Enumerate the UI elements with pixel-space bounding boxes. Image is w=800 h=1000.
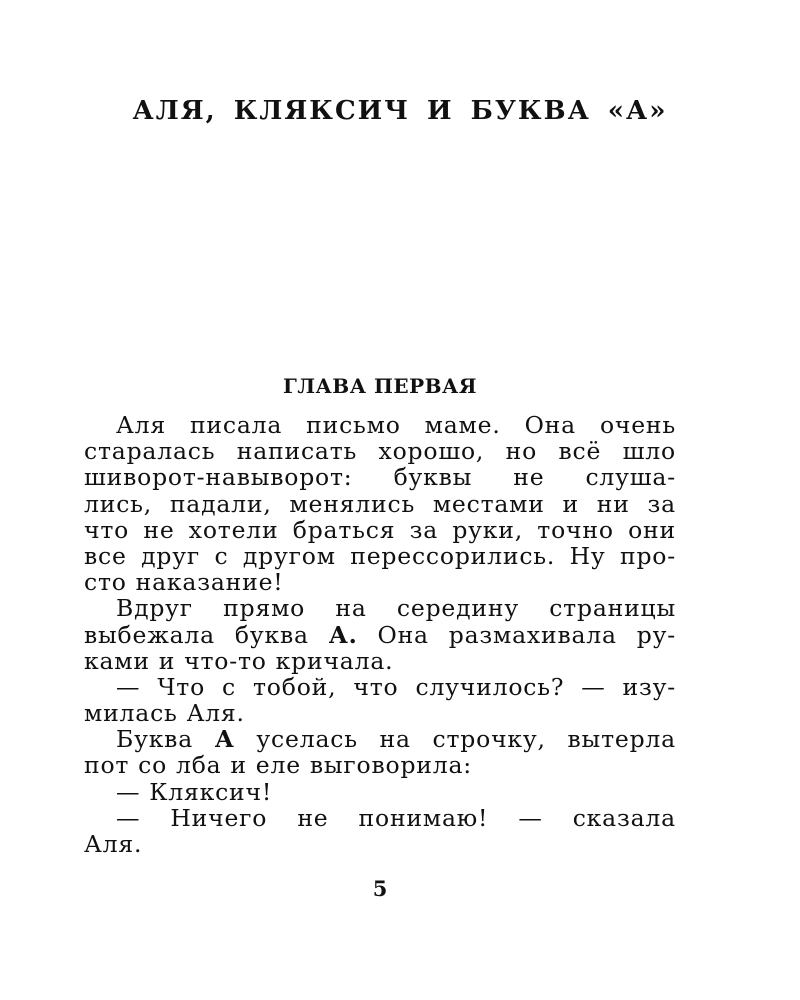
word: еле — [255, 751, 301, 780]
word: не — [297, 803, 329, 832]
word: лись, — [84, 489, 153, 518]
word: Аля — [116, 411, 166, 439]
word: Она — [377, 620, 429, 649]
word: но — [505, 437, 538, 466]
word: — — [518, 803, 543, 832]
text-line — [84, 595, 676, 621]
word: сказала — [572, 803, 676, 832]
text-line — [84, 674, 676, 700]
word: — — [116, 777, 141, 806]
word: с — [214, 541, 229, 570]
word: и — [230, 751, 247, 780]
word: за — [647, 489, 676, 518]
word: не — [513, 463, 545, 492]
word: друг — [141, 541, 201, 570]
word: буква — [234, 620, 309, 649]
word: — — [116, 803, 141, 832]
word: пот — [84, 751, 130, 780]
word: браться — [292, 515, 396, 544]
word: хорошо, — [378, 437, 485, 466]
text-line — [84, 726, 676, 752]
word: маме. — [424, 411, 501, 439]
word: Вдруг — [116, 594, 193, 623]
word: кричала. — [275, 646, 394, 675]
word: Буква — [116, 725, 194, 754]
word: милась — [84, 699, 178, 728]
text-line — [84, 491, 676, 517]
word: писала — [189, 411, 283, 439]
word: буквы — [393, 463, 473, 492]
bold-letter-text: А. — [328, 620, 358, 649]
word: со — [138, 751, 168, 780]
word: ками — [84, 646, 150, 675]
word: ни — [596, 489, 630, 518]
text-line — [84, 831, 676, 857]
bold-letter — [215, 726, 235, 752]
bold-letter — [329, 622, 358, 648]
word: — — [581, 672, 606, 701]
word: что — [84, 515, 130, 544]
word: понимаю! — [358, 803, 489, 832]
text-line — [84, 412, 676, 438]
word: они — [628, 515, 676, 544]
word: падали, — [169, 489, 272, 518]
word: и — [158, 646, 176, 675]
bold-letter-text: А — [214, 725, 235, 754]
chapter-heading: ГЛАВА ПЕРВАЯ — [283, 374, 477, 398]
word: Ничего — [170, 803, 268, 832]
word: Ну — [569, 541, 606, 570]
word: сто — [84, 568, 127, 597]
word: Аля. — [84, 830, 143, 858]
word: случилось? — [415, 672, 565, 701]
word: руки, — [452, 515, 524, 544]
word: размахивала — [448, 620, 617, 649]
word: выговорила: — [309, 751, 473, 780]
text-line — [84, 543, 676, 569]
book-title: АЛЯ, КЛЯКСИЧ И БУКВА «А» — [132, 96, 668, 126]
chapter-text — [84, 412, 676, 857]
word: что-то — [184, 646, 267, 675]
word: шиворот-навыворот: — [84, 463, 353, 492]
word: письмо — [306, 411, 401, 439]
word: страницы — [549, 594, 676, 623]
word: про- — [619, 541, 676, 570]
word: старалась — [84, 437, 216, 466]
word: строчку, — [432, 725, 546, 754]
word: на — [335, 594, 367, 623]
word: не — [143, 515, 175, 544]
text-line — [84, 569, 676, 595]
text-line — [84, 805, 676, 831]
text-line — [84, 648, 676, 674]
text-line — [84, 700, 676, 726]
word: с — [222, 672, 236, 701]
word: Что — [157, 672, 206, 701]
text-line — [84, 517, 676, 543]
word: лба — [175, 751, 222, 780]
word: хотели — [188, 515, 279, 544]
word: точно — [537, 515, 614, 544]
word: изу- — [622, 672, 676, 701]
word: середину — [396, 594, 519, 623]
word: Аля. — [186, 699, 245, 728]
word: что — [353, 672, 399, 701]
word: уселась — [256, 725, 358, 754]
text-line — [84, 779, 676, 805]
word: — — [116, 672, 141, 701]
word: местами — [432, 489, 545, 518]
word: шло — [622, 437, 676, 466]
word: написать — [236, 437, 358, 466]
word: перессорились. — [350, 541, 556, 570]
word: другом — [242, 541, 336, 570]
word: наказание! — [135, 568, 284, 597]
word: Она — [524, 411, 576, 439]
word: выбежала — [84, 620, 215, 649]
word: и — [562, 489, 579, 518]
word: вытерла — [567, 725, 676, 754]
text-line — [84, 752, 676, 778]
page-number: 5 — [372, 876, 388, 901]
word: все — [84, 541, 127, 570]
word: прямо — [223, 594, 306, 623]
text-line — [84, 622, 676, 648]
word: ру- — [636, 620, 676, 649]
word: всё — [558, 437, 602, 466]
word: на — [379, 725, 411, 754]
word: слуша- — [585, 463, 676, 492]
word: за — [409, 515, 439, 544]
word: тобой, — [253, 672, 337, 701]
word: Кляксич! — [149, 777, 273, 806]
word: очень — [599, 411, 676, 439]
text-line — [84, 464, 676, 490]
word: менялись — [289, 489, 416, 518]
text-line — [84, 438, 676, 464]
